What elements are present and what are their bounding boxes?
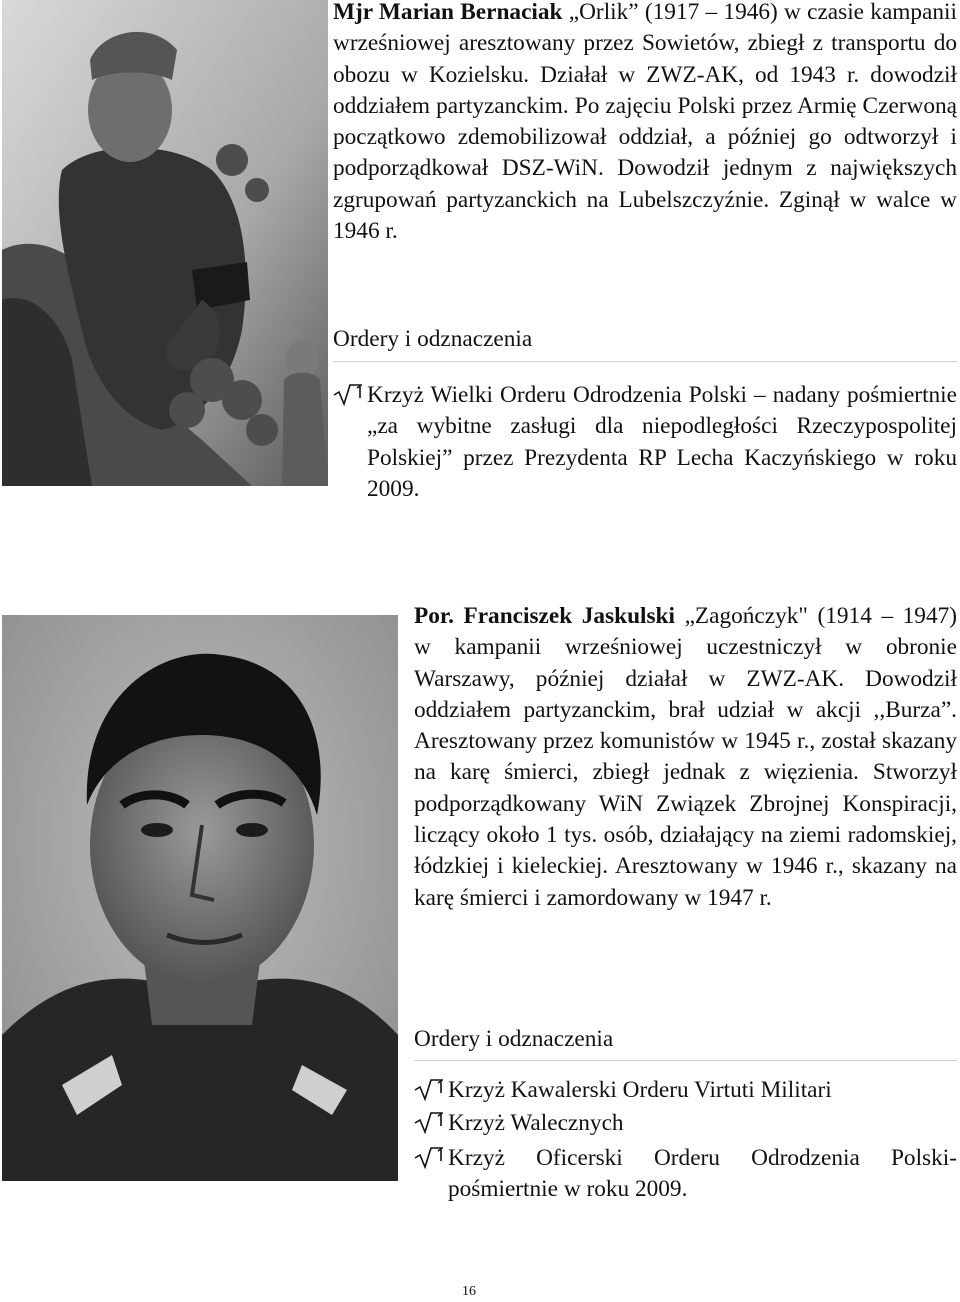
bio-name: Por. Franciszek Jaskulski (414, 603, 675, 629)
award-text: Krzyż Walecznych (448, 1110, 624, 1136)
page-number: 16 (462, 1284, 476, 1299)
check-radical-icon (412, 1075, 448, 1106)
check-radical-icon (412, 1108, 448, 1139)
awards-heading: Ordery i odznaczenia (414, 1026, 614, 1052)
award-text: Krzyż Wielki Orderu Odrodzenia Polski – nadany pośmiertnie „za wybitne zasługi dla niepodległości Rzeczypospolitej Polskiej” przez Prezydenta RP Lecha Kaczyńskiego w roku 2009. (367, 382, 957, 502)
bio-text: „Orlik” (1917 – 1946) w czasie kampanii wrześniowej aresztowany przez Sowietów, zbiegł z transportu do obozu w Kozielsku. Działał w ZWZ-AK, od 1943 r. dowodził oddziałem partyzanckim. Po zajęciu Polski przez Armię Czerwoną początkowo zdemobilizował oddział, a później go odtworzył i podporządkował DSZ-WiN. Dowodził jednym z największych zgrupowań partyzanckich na Lubelszczyźnie. Zginął w walce w 1946 r. (333, 0, 957, 245)
bio-franciszek-jaskulski (414, 601, 957, 914)
award-item (412, 1143, 957, 1206)
bio-text: „Zagończyk" (1914 – 1947) w kampanii wrześniowej uczestniczył w obronie Warszawy, później działał w ZWZ-AK. Dowodził oddziałem partyzanckim, brał udział w akcji ,,Burza”. Aresztowany przez komunistów w 1945 r., został skazany na karę śmierci, zbiegł jednak z więzienia. Stworzył podporządkowany WiN Związek Zbrojnej Konspiracji, liczący około 1 tys. osób, działający na ziemi radomskiej, łódzkiej i kieleckiej. Aresztowany w 1946 r., skazany na karę śmierci i zamordowany w 1947 r. (414, 603, 957, 911)
bio-marian-bernaciak (333, 0, 957, 247)
award-text: Krzyż Oficerski Orderu Odrodzenia Polski- pośmiertnie w roku 2009. (448, 1145, 957, 1203)
divider (414, 1060, 957, 1061)
bio-name: Mjr Marian Bernaciak (333, 0, 563, 25)
award-item (412, 1075, 957, 1106)
award-item (412, 1108, 957, 1139)
check-radical-icon (412, 1143, 448, 1174)
photo-marian-bernaciak (2, 0, 328, 486)
award-text: Krzyż Kawalerski Orderu Virtuti Militari (448, 1077, 832, 1103)
photo-franciszek-jaskulski (2, 615, 398, 1181)
check-radical-icon (331, 380, 367, 411)
divider (333, 361, 957, 362)
award-item (331, 380, 957, 505)
awards-heading: Ordery i odznaczenia (333, 326, 533, 352)
